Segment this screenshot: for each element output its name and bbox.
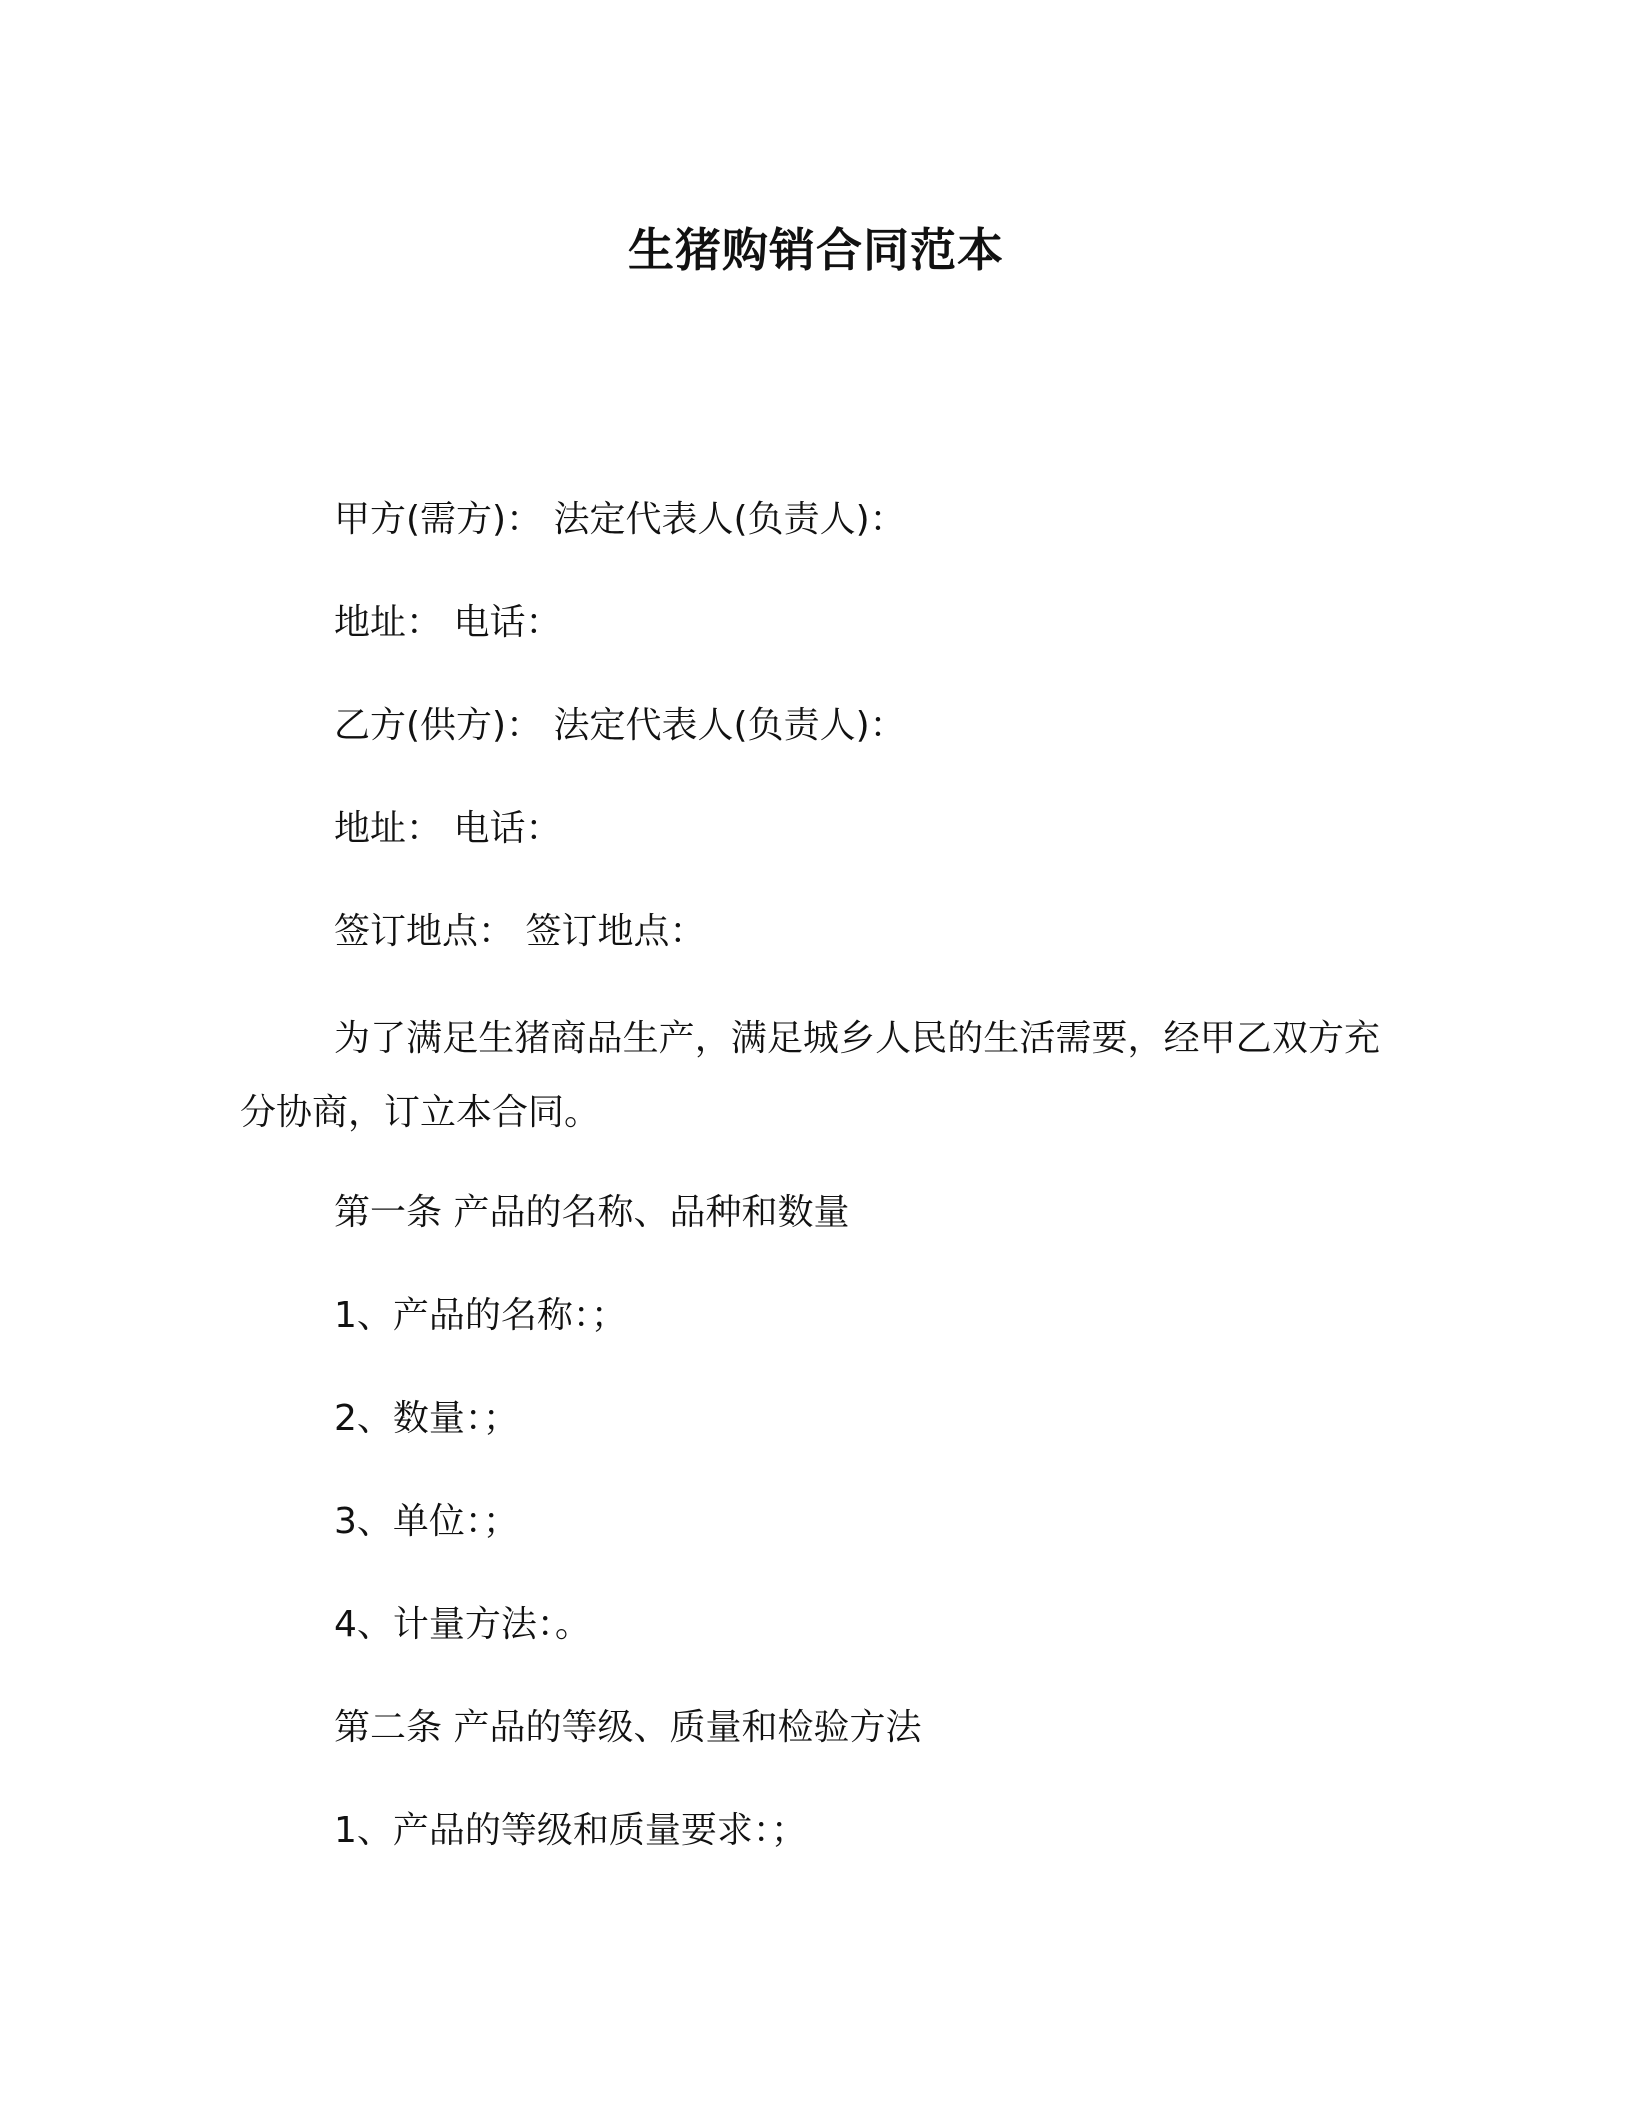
signing-place-line: 签订地点： 签订地点： [334, 911, 706, 952]
article-2-item-1: 1、产品的等级和质量要求：； [334, 1810, 807, 1851]
article-2-heading: 第二条 产品的等级、质量和检验方法 [334, 1707, 922, 1748]
party-b-address-line: 地址： 电话： [334, 808, 562, 849]
article-1-item-3: 3、单位：； [334, 1501, 519, 1542]
article-1-item-4: 4、计量方法：。 [334, 1604, 591, 1645]
article-1-item-1: 1、产品的名称：； [334, 1295, 627, 1336]
article-1-item-2: 2、数量：； [334, 1398, 519, 1439]
party-a-address-line: 地址： 电话： [334, 602, 562, 643]
document-title: 生猪购销合同范本 [628, 223, 1004, 277]
party-a-line: 甲方(需方)： 法定代表人(负责人)： [334, 499, 906, 540]
intro-paragraph: 为了满足生猪商品生产，满足城乡人民的生活需要，经甲乙双方充分协商，订立本合同。 [240, 1018, 1380, 1133]
party-b-line: 乙方(供方)： 法定代表人(负责人)： [334, 705, 906, 746]
article-1-heading: 第一条 产品的名称、品种和数量 [334, 1192, 850, 1233]
